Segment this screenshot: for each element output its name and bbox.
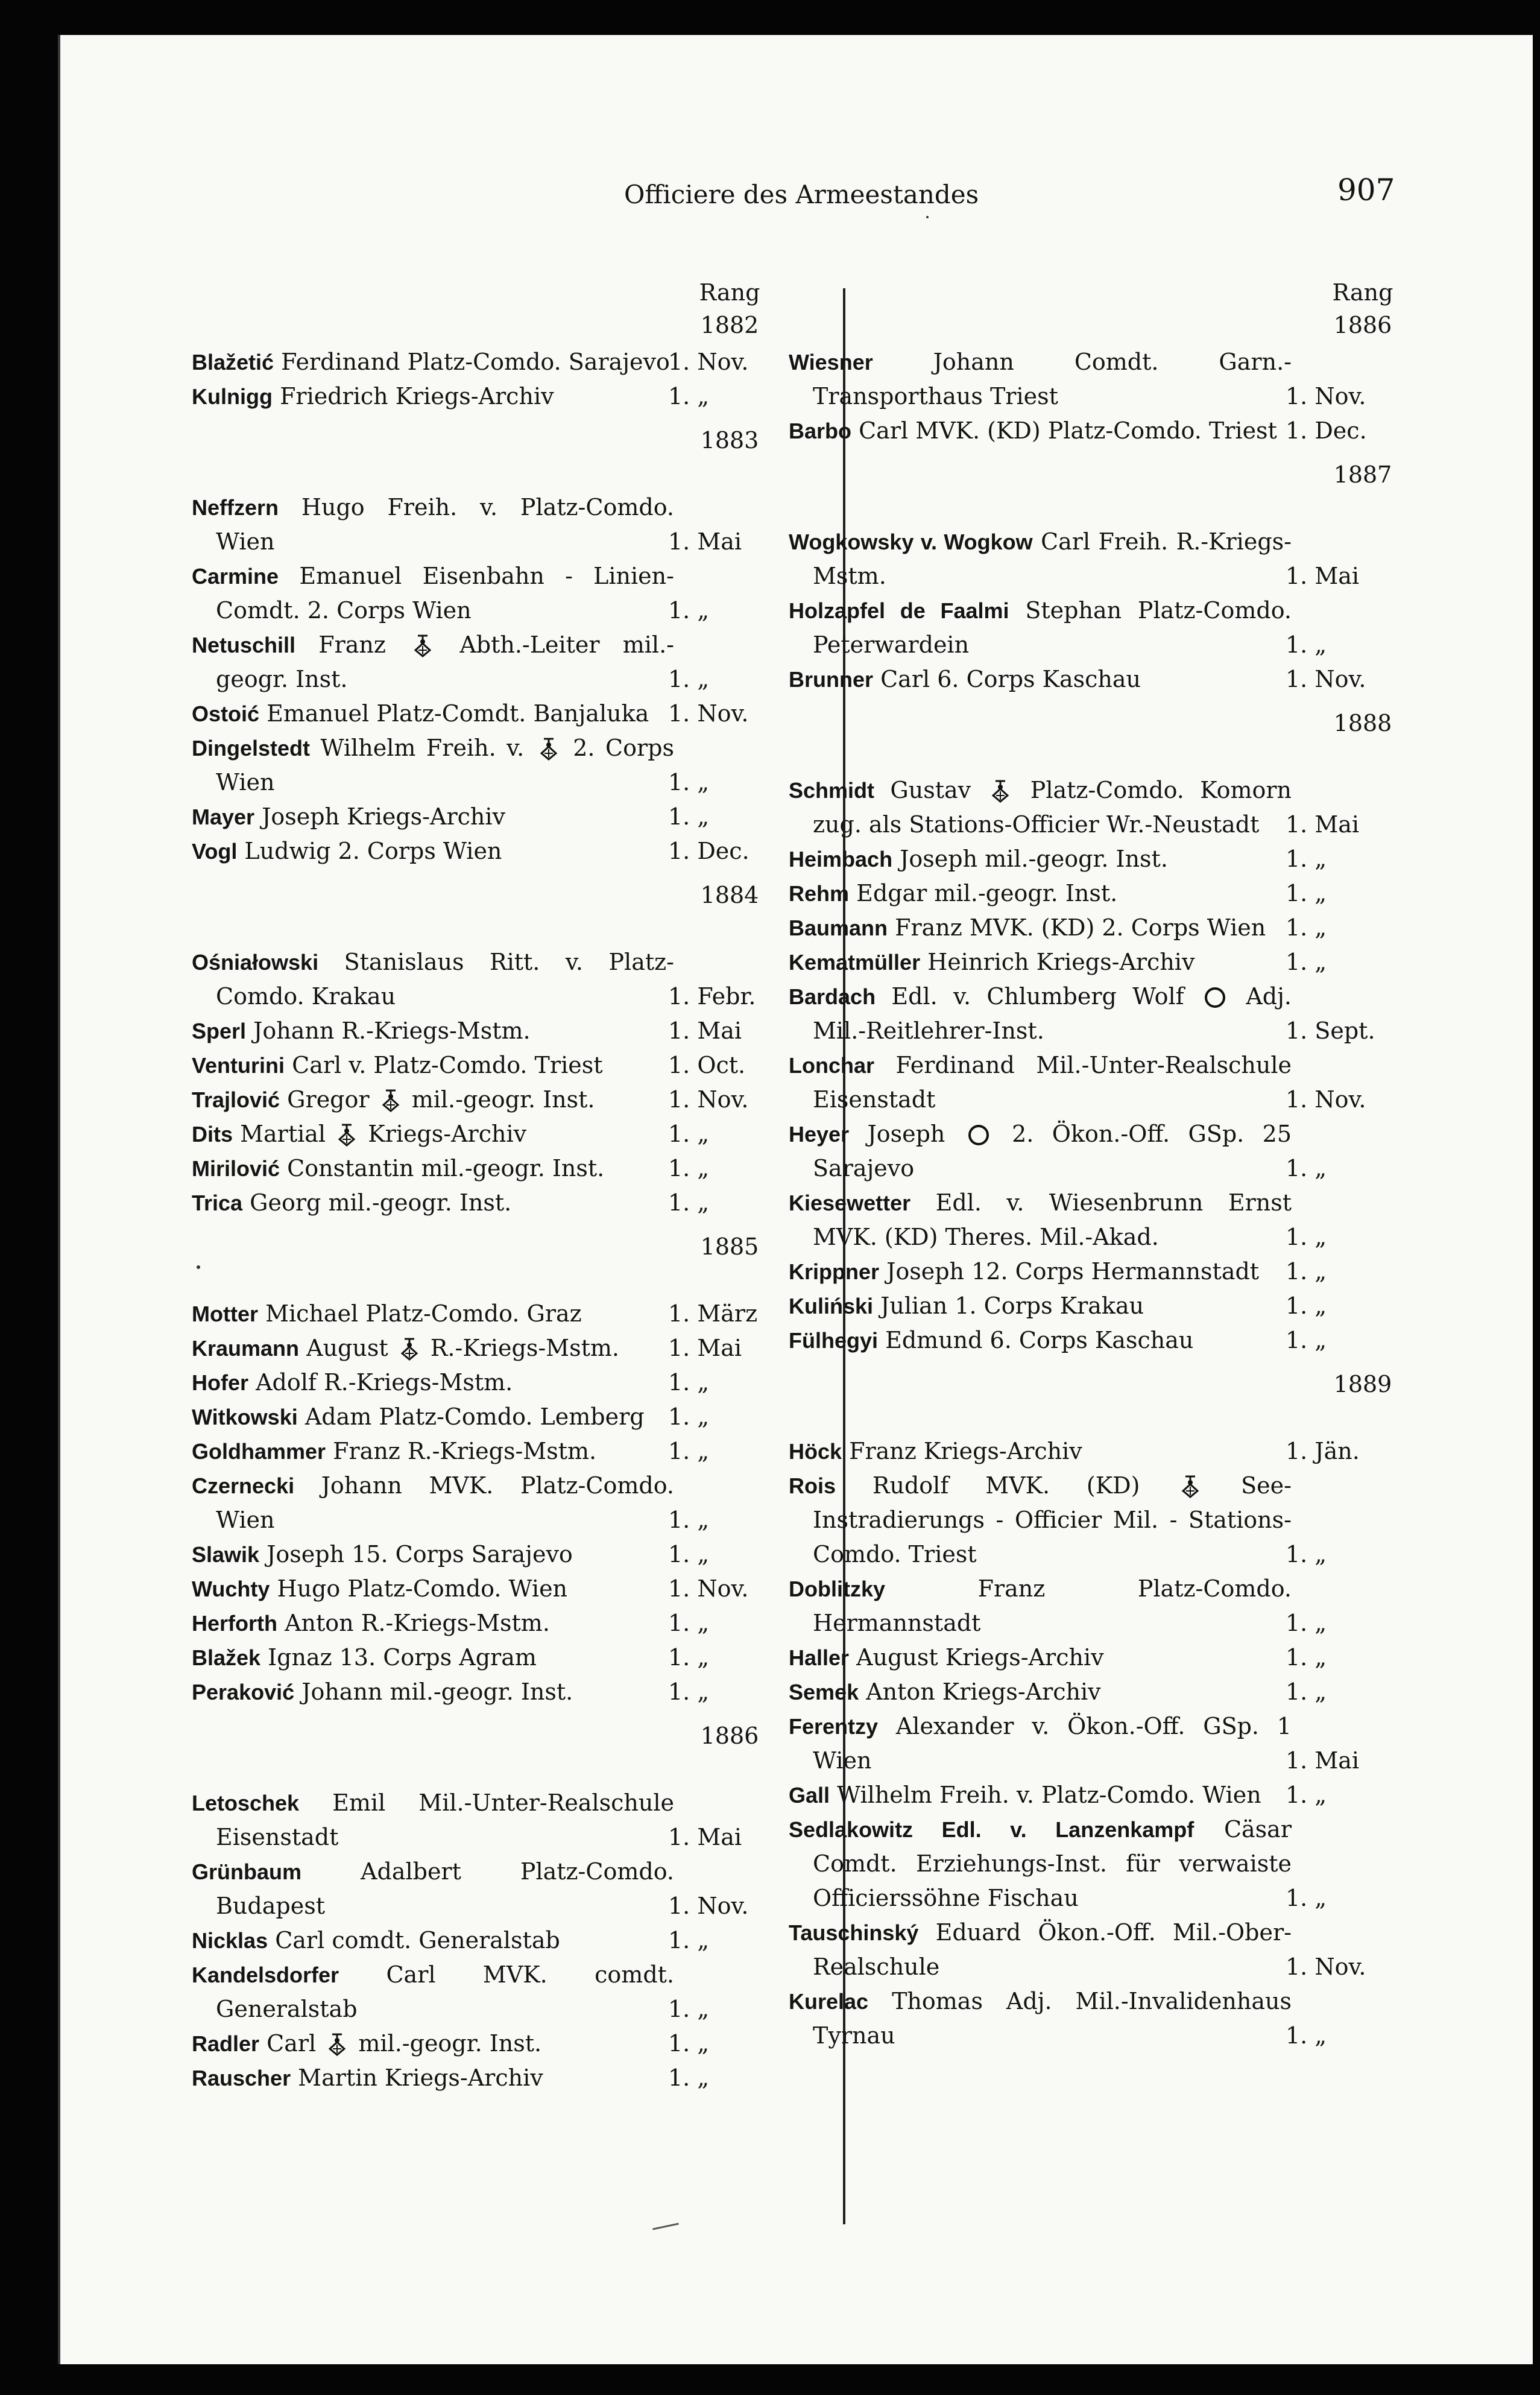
officer-details: Carl MVK. (KD) Platz-Comdo. Triest xyxy=(859,417,1277,444)
rank-date: 1. „ xyxy=(668,383,710,410)
rank-date: 1. „ xyxy=(1286,949,1327,975)
officer-surname: Brunner xyxy=(789,667,874,692)
officer-details: Adalbert Platz-Comdo. Budapest xyxy=(216,1858,674,1919)
officer-entry xyxy=(192,345,749,379)
officer-surname: Ostoić xyxy=(192,701,260,726)
officer-surname: Peraković xyxy=(192,1680,295,1704)
officer-details: Johann mil.-geogr. Inst. xyxy=(301,1678,573,1705)
officer-surname: Barbo xyxy=(789,419,852,443)
officer-details: Ignaz 13. Corps Agram xyxy=(268,1644,537,1671)
officer-surname: Kraumann xyxy=(192,1336,300,1361)
officer-surname: Kematmüller xyxy=(789,950,921,975)
rank-date: 1. „ xyxy=(668,1927,710,1954)
officer-surname: Rois xyxy=(789,1473,836,1498)
officer-surname: Trica xyxy=(192,1191,243,1215)
officer-entry xyxy=(789,1048,1366,1117)
officer-entry xyxy=(192,1014,742,1048)
officer-entry xyxy=(789,1117,1331,1186)
officer-entry xyxy=(789,414,1367,448)
officer-entry xyxy=(789,1572,1331,1640)
officer-entry xyxy=(192,1365,722,1400)
rank-date: 1. „ xyxy=(668,1369,710,1396)
officer-details: Hugo Platz-Comdo. Wien xyxy=(277,1575,568,1602)
officer-details: Julian 1. Corps Krakau xyxy=(880,1292,1144,1319)
officer-surname: Venturini xyxy=(192,1053,285,1078)
rank-date: 1. „ xyxy=(668,1996,710,2022)
officer-surname: Blažek xyxy=(192,1645,261,1670)
officer-entry xyxy=(192,2061,722,2095)
officer-entry xyxy=(789,1675,1331,1709)
officer-surname: Motter xyxy=(192,1302,258,1326)
rang-header-left: Rang 1882 xyxy=(699,279,760,338)
officer-entry xyxy=(789,1434,1360,1469)
rank-date: 1. „ xyxy=(668,1438,710,1464)
rank-year-heading: 1888 xyxy=(1333,710,1392,736)
officer-details: Emanuel Platz-Comdt. Banjaluka xyxy=(267,700,649,727)
officer-surname: Heimbach xyxy=(789,847,893,872)
officer-details: Adam Platz-Comdo. Lemberg xyxy=(305,1403,645,1430)
officer-entry xyxy=(192,1297,758,1331)
officer-details: August R.-Kriegs-Mstm. xyxy=(306,1335,619,1361)
rank-year-heading: 1887 xyxy=(1333,461,1392,488)
rank-date: 1. Mai xyxy=(668,1335,742,1361)
officer-details: Johann Comdt. Garn.-Transporthaus Triest xyxy=(813,349,1292,410)
officer-entry xyxy=(789,1709,1360,1778)
officer-details: Johann MVK. Platz-Comdo. Wien xyxy=(216,1472,674,1533)
rank-year-heading: 1889 xyxy=(1333,1371,1392,1397)
officer-details: Stephan Platz-Comdo. Peterwardein xyxy=(813,597,1292,658)
officer-entry xyxy=(192,731,722,800)
officer-surname: Rehm xyxy=(789,881,850,906)
officer-entry xyxy=(192,1855,749,1923)
officer-entry xyxy=(789,1640,1331,1675)
officer-entry xyxy=(789,1984,1331,2053)
officer-details: Martial Kriegs-Archiv xyxy=(240,1121,527,1147)
officer-entry xyxy=(192,1640,722,1675)
officer-surname: Semek xyxy=(789,1680,859,1704)
officer-surname: Nicklas xyxy=(192,1928,268,1953)
officer-entry xyxy=(192,945,756,1014)
officer-details: Anton R.-Kriegs-Mstm. xyxy=(285,1610,550,1636)
officer-entry xyxy=(192,628,722,697)
rank-date: 1. Nov. xyxy=(1286,1954,1366,1980)
print-speck xyxy=(926,216,929,218)
rank-date: 1. „ xyxy=(668,1678,710,1705)
officer-entry xyxy=(789,842,1331,876)
rank-date: 1. „ xyxy=(1286,1610,1327,1636)
officer-entry xyxy=(192,379,722,414)
officer-surname: Gall xyxy=(789,1783,830,1808)
officer-entry xyxy=(789,525,1360,593)
officer-entry xyxy=(192,1958,722,2026)
officer-entry xyxy=(789,593,1331,662)
rank-date: 1. „ xyxy=(668,597,710,624)
officer-surname: Kandelsdorfer xyxy=(192,1963,339,1987)
rank-date: 1. März xyxy=(668,1300,758,1327)
officer-details: Constantin mil.-geogr. Inst. xyxy=(287,1155,605,1182)
officer-details: Rudolf MVK. (KD) See-Instradierungs - Officier Mil. - Stations-Comdo. Triest xyxy=(813,1472,1292,1568)
rank-date: 1. „ xyxy=(668,769,710,796)
officer-surname: Dingelstedt xyxy=(192,736,311,761)
officer-details: Alexander v. Ökon.-Off. GSp. 1 Wien xyxy=(813,1713,1292,1774)
officer-details: Edmund 6. Corps Kaschau xyxy=(885,1327,1194,1353)
rank-date: 1. „ xyxy=(668,1644,710,1671)
officer-details: Georg mil.-geogr. Inst. xyxy=(250,1189,512,1216)
officer-entry xyxy=(192,1434,722,1469)
officer-surname: Blažetić xyxy=(192,350,274,375)
officer-details: Franz MVK. (KD) 2. Corps Wien xyxy=(895,914,1266,941)
officer-surname: Ośniałowski xyxy=(192,950,319,975)
rank-date: 1. „ xyxy=(1286,880,1327,906)
officer-surname: Netuschill xyxy=(192,633,296,657)
officer-details: Cäsar Comdt. Erziehungs-Inst. für verwaiste Officierssöhne Fischau xyxy=(813,1816,1292,1911)
officer-entry xyxy=(192,1117,722,1151)
rank-date: 1. Mai xyxy=(668,1824,742,1850)
officer-entry xyxy=(789,1812,1331,1916)
officer-surname: Holzapfel de Faalmi xyxy=(789,598,1009,623)
officer-entry xyxy=(192,1572,749,1606)
officer-entry xyxy=(789,1916,1366,1984)
order-cross-icon xyxy=(336,1122,357,1147)
officer-entry xyxy=(789,345,1366,414)
officer-surname: Trajlović xyxy=(192,1087,280,1112)
officer-entry xyxy=(789,1469,1331,1572)
rank-date: 1. „ xyxy=(1286,1782,1327,1808)
rank-date: 1. „ xyxy=(1286,1678,1327,1705)
order-circle-icon xyxy=(967,1124,990,1147)
officer-entry xyxy=(192,1400,722,1434)
rank-year-heading: 1886 xyxy=(700,1723,759,1749)
officer-entry xyxy=(789,1323,1331,1358)
officer-surname: Schmidt xyxy=(789,778,875,803)
print-mark xyxy=(652,2223,679,2230)
officer-details: Johann R.-Kriegs-Mstm. xyxy=(253,1017,531,1044)
rank-date: 1. „ xyxy=(1286,1644,1327,1671)
officer-surname: Mirilović xyxy=(192,1156,280,1181)
running-title: Officiere des Armeestandes xyxy=(624,180,979,209)
rank-date: 1. „ xyxy=(668,2064,710,2091)
officer-surname: Bardach xyxy=(789,984,876,1009)
officer-entry xyxy=(789,1254,1331,1289)
rang-header-right: Rang 1886 xyxy=(1332,279,1393,338)
rank-date: 1. Nov. xyxy=(1286,1086,1366,1113)
officer-entry xyxy=(192,1083,749,1117)
officer-entry xyxy=(192,1923,722,1958)
rank-date: 1. „ xyxy=(668,1189,710,1216)
officer-details: Ferdinand Platz-Comdo. Sarajevo xyxy=(281,349,670,375)
officer-details: Emanuel Eisenbahn - Linien-Comdt. 2. Corps Wien xyxy=(216,563,674,624)
officer-details: Hugo Freih. v. Platz-Comdo. Wien xyxy=(216,494,674,555)
order-cross-icon xyxy=(1180,1474,1201,1498)
book-page xyxy=(58,35,1533,2364)
rank-date: 1. Sept. xyxy=(1286,1017,1375,1044)
officer-details: Carl comdt. Generalstab xyxy=(275,1927,560,1954)
officer-entry xyxy=(789,773,1360,842)
officer-surname: Radler xyxy=(192,2031,260,2056)
order-cross-icon xyxy=(399,1337,420,1361)
rank-date: 1. Nov. xyxy=(668,700,749,727)
officer-surname: Wuchty xyxy=(192,1577,270,1601)
officer-details: Ferdinand Mil.-Unter-Realschule Eisenstadt xyxy=(813,1052,1292,1113)
officer-details: Edl. v. Wiesenbrunn Ernst MVK. (KD) Theres. Mil.-Akad. xyxy=(813,1189,1292,1250)
officer-details: Stanislaus Ritt. v. Platz-Comdo. Krakau xyxy=(216,949,674,1010)
officer-details: Emil Mil.-Unter-Realschule Eisenstadt xyxy=(216,1789,674,1850)
officer-entry xyxy=(192,1469,722,1537)
rank-date: 1. „ xyxy=(1286,1885,1327,1911)
officer-entry xyxy=(789,911,1331,945)
rank-year-heading: 1883 xyxy=(700,427,759,454)
rank-date: 1. „ xyxy=(668,1507,710,1533)
officer-entry xyxy=(789,1186,1331,1254)
rank-date: 1. Mai xyxy=(668,1017,742,1044)
officer-surname: Tauschinský xyxy=(789,1920,919,1945)
officer-surname: Kiesewetter xyxy=(789,1191,911,1215)
rank-year-heading: 1885 xyxy=(700,1233,759,1260)
officer-surname: Vogl xyxy=(192,839,238,864)
officer-entry xyxy=(192,559,722,628)
rank-date: 1. Mai xyxy=(1286,563,1360,589)
officer-surname: Höck xyxy=(789,1439,842,1464)
order-cross-icon xyxy=(412,633,433,657)
rank-date: 1. Jän. xyxy=(1286,1438,1360,1464)
order-circle-icon xyxy=(1204,986,1226,1009)
order-cross-icon xyxy=(380,1088,401,1112)
rank-date: 1. „ xyxy=(668,1610,710,1636)
officer-entry xyxy=(789,1289,1331,1323)
officer-details: Gustav Platz-Comdo. Komorn zug. als Stations-Officier Wr.-Neustadt xyxy=(813,777,1292,838)
order-cross-icon xyxy=(538,736,559,761)
officer-details: Michael Platz-Comdo. Graz xyxy=(265,1300,582,1327)
officer-details: Ludwig 2. Corps Wien xyxy=(244,838,502,864)
officer-entry xyxy=(789,1778,1331,1812)
officer-details: Wilhelm Freih. v. 2. Corps Wien xyxy=(216,735,674,796)
rank-date: 1. Nov. xyxy=(668,1086,749,1113)
officer-entry xyxy=(192,697,749,731)
officer-surname: Sperl xyxy=(192,1019,247,1043)
officer-surname: Neffzern xyxy=(192,495,279,520)
officer-surname: Sedlakowitz Edl. v. Lanzenkampf xyxy=(789,1817,1194,1842)
officer-details: Wilhelm Freih. v. Platz-Comdo. Wien xyxy=(837,1782,1261,1808)
rank-date: 1. Nov. xyxy=(668,349,749,375)
order-cross-icon xyxy=(327,2032,347,2056)
officer-details: Edgar mil.-geogr. Inst. xyxy=(856,880,1118,906)
rank-date: 1. Mai xyxy=(1286,1747,1360,1774)
officer-details: Adolf R.-Kriegs-Mstm. xyxy=(256,1369,513,1396)
officer-surname: Wiesner xyxy=(789,350,873,375)
print-speck xyxy=(197,1265,200,1269)
rank-date: 1. Oct. xyxy=(668,1052,746,1078)
rank-date: 1. „ xyxy=(1286,631,1327,658)
officer-surname: Czernecki xyxy=(192,1473,295,1498)
officer-details: Anton Kriegs-Archiv xyxy=(866,1678,1101,1705)
officer-details: Carl mil.-geogr. Inst. xyxy=(267,2030,542,2057)
officer-entry xyxy=(192,1186,722,1220)
rank-date: 1. „ xyxy=(668,1155,710,1182)
officer-surname: Fülhegyi xyxy=(789,1328,879,1353)
officer-details: Joseph Kriegs-Archiv xyxy=(262,803,505,830)
officer-surname: Kurelac xyxy=(789,1989,869,2014)
officer-details: Franz Kriegs-Archiv xyxy=(849,1438,1082,1464)
rank-date: 1. „ xyxy=(1286,1258,1327,1285)
rank-date: 1. Nov. xyxy=(1286,666,1366,692)
rank-year-heading: 1884 xyxy=(700,882,759,908)
officer-details: Joseph 12. Corps Hermannstadt xyxy=(886,1258,1260,1285)
officer-details: Carl Freih. R.-Kriegs-Mstm. xyxy=(813,528,1292,589)
officer-surname: Doblitzky xyxy=(789,1577,886,1601)
officer-surname: Herforth xyxy=(192,1611,277,1636)
officer-details: Eduard Ökon.-Off. Mil.-Ober-Realschule xyxy=(813,1919,1292,1980)
officer-details: Friedrich Kriegs-Archiv xyxy=(280,383,554,410)
rank-date: 1. Dec. xyxy=(1286,417,1367,444)
officer-surname: Carmine xyxy=(192,564,279,589)
officer-entry xyxy=(192,1048,746,1083)
officer-entry xyxy=(192,490,742,559)
rank-date: 1. Febr. xyxy=(668,983,756,1010)
officer-entry xyxy=(192,2026,722,2061)
officer-details: Carl v. Platz-Comdo. Triest xyxy=(292,1052,603,1078)
rank-date: 1. Mai xyxy=(1286,811,1360,838)
rank-date: 1. Nov. xyxy=(1286,383,1366,410)
officer-entry xyxy=(192,1606,722,1640)
officer-surname: Lonchar xyxy=(789,1053,875,1078)
officer-surname: Goldhammer xyxy=(192,1439,326,1464)
officer-surname: Baumann xyxy=(789,916,888,940)
officer-details: Joseph mil.-geogr. Inst. xyxy=(900,846,1168,872)
officer-surname: Krippner xyxy=(789,1259,880,1284)
officer-entry xyxy=(789,979,1375,1048)
officer-entry xyxy=(192,1151,722,1186)
officer-entry xyxy=(192,834,749,868)
rank-date: 1. „ xyxy=(1286,2022,1327,2049)
officer-entry xyxy=(192,1786,742,1855)
order-cross-icon xyxy=(990,779,1011,803)
officer-surname: Rauscher xyxy=(192,2066,291,2090)
officer-details: Franz Abth.-Leiter mil.-geogr. Inst. xyxy=(216,631,674,692)
rank-date: 1. Nov. xyxy=(668,1893,749,1919)
officer-surname: Slawik xyxy=(192,1542,260,1567)
officer-surname: Grünbaum xyxy=(192,1859,302,1884)
officer-details: Carl MVK. comdt. Generalstab xyxy=(216,1961,674,2022)
officer-details: Edl. v. Chlumberg Wolf Adj. Mil.-Reitlehrer-Inst. xyxy=(813,983,1292,1044)
rank-date: 1. „ xyxy=(668,803,710,830)
officer-details: Thomas Adj. Mil.-Invalidenhaus Tyrnau xyxy=(813,1988,1292,2049)
officer-surname: Ferentzy xyxy=(789,1714,879,1739)
officer-surname: Haller xyxy=(789,1645,850,1670)
officer-details: Franz R.-Kriegs-Mstm. xyxy=(333,1438,597,1464)
officer-surname: Letoschek xyxy=(192,1791,300,1815)
officer-surname: Kuliński xyxy=(789,1294,874,1318)
officer-surname: Witkowski xyxy=(192,1405,298,1429)
rank-date: 1. „ xyxy=(668,666,710,692)
rank-date: 1. „ xyxy=(1286,1541,1327,1568)
officer-entry xyxy=(192,800,722,834)
rank-date: 1. „ xyxy=(668,1403,710,1430)
officer-entry xyxy=(789,662,1366,697)
officer-surname: Heyer xyxy=(789,1122,850,1147)
officer-details: Joseph 15. Corps Sarajevo xyxy=(267,1541,573,1568)
officer-surname: Kulnigg xyxy=(192,384,273,409)
rank-date: 1. „ xyxy=(668,2030,710,2057)
officer-details: August Kriegs-Archiv xyxy=(856,1644,1104,1671)
officer-details: Joseph 2. Ökon.-Off. GSp. 25 Sarajevo xyxy=(813,1121,1292,1182)
officer-surname: Mayer xyxy=(192,805,255,829)
officer-surname: Hofer xyxy=(192,1370,249,1395)
rank-date: 1. Dec. xyxy=(668,838,749,864)
officer-surname: Dits xyxy=(192,1122,233,1147)
officer-details: Martin Kriegs-Archiv xyxy=(298,2064,543,2091)
rank-date: 1. „ xyxy=(1286,1292,1327,1319)
rank-date: 1. „ xyxy=(1286,1224,1327,1250)
rank-date: 1. Mai xyxy=(668,528,742,555)
rank-date: 1. „ xyxy=(1286,1155,1327,1182)
officer-entry xyxy=(789,945,1331,979)
officer-entry xyxy=(192,1675,722,1709)
rank-date: 1. „ xyxy=(668,1541,710,1568)
officer-details: Carl 6. Corps Kaschau xyxy=(880,666,1141,692)
officer-details: Heinrich Kriegs-Archiv xyxy=(927,949,1195,975)
officer-entry xyxy=(789,876,1331,911)
officer-details: Gregor mil.-geogr. Inst. xyxy=(287,1086,595,1113)
officer-surname: Wogkowsky v. Wogkow xyxy=(789,530,1033,554)
rank-date: 1. „ xyxy=(1286,846,1327,872)
rank-date: 1. Nov. xyxy=(668,1575,749,1602)
officer-details: Franz Platz-Comdo. Hermannstadt xyxy=(813,1575,1292,1636)
officer-entry xyxy=(192,1537,722,1572)
rank-date: 1. „ xyxy=(1286,914,1327,941)
page-number: 907 xyxy=(1337,172,1395,207)
rank-date: 1. „ xyxy=(668,1121,710,1147)
officer-entry xyxy=(192,1331,742,1365)
rank-date: 1. „ xyxy=(1286,1327,1327,1353)
